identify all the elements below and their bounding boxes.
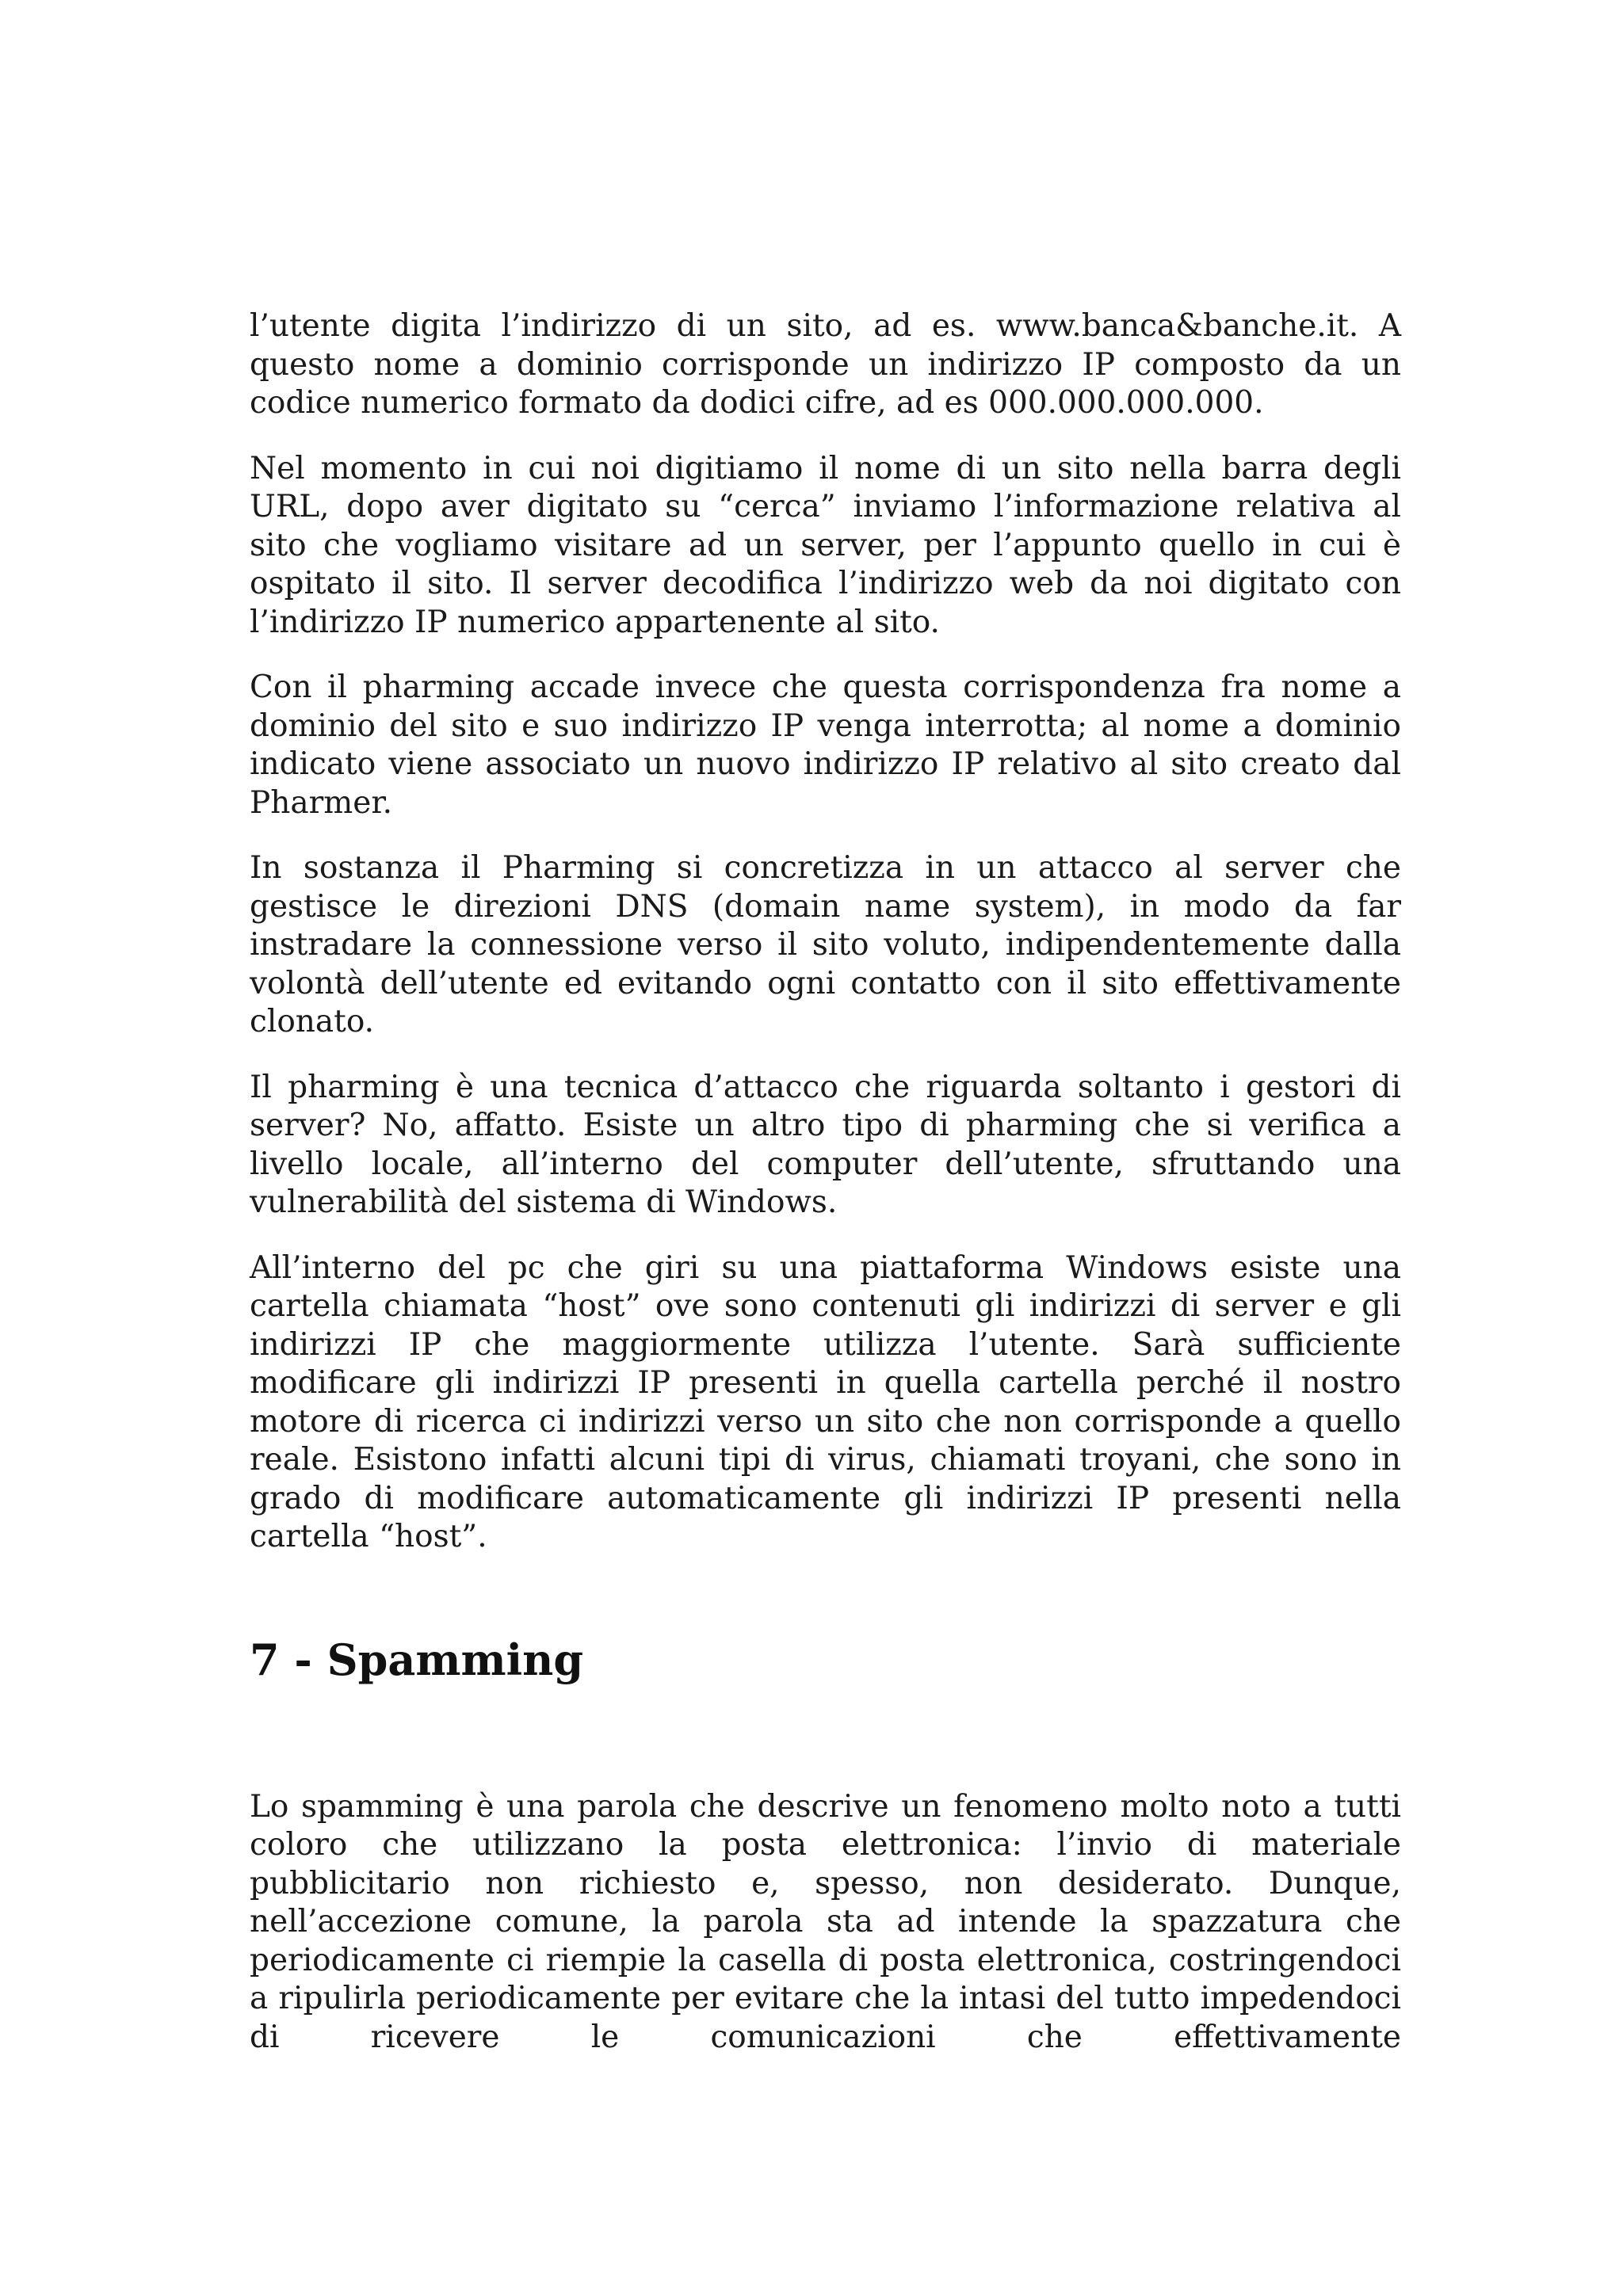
section-heading: 7 - Spamming (250, 1634, 584, 1685)
paragraph: Lo spamming è una parola che descrive un fenomeno molto noto a tutti coloro che utilizzano la posta elettronica: l’invio di materiale pubblicitario non richiesto e, spesso, non desiderato. Dunque, nell’accezione comune, la parola sta ad intende la spazzatura che periodicamente ci riempie la casella di posta elettronica, costringendoci a ripulirla periodicamente per evitare che la intasi del tutto impedendoci di ricevere le comunicazioni che effettivamente (250, 1788, 1401, 2055)
paragraph: In sostanza il Pharming si concretizza in un attacco al server che gestisce le direzioni DNS (domain name system), in modo da far instradare la connessione verso il sito voluto, indipendentemente dalla volontà dell’utente ed evitando ogni contatto con il sito effettivamente clonato. (250, 850, 1401, 1039)
paragraph: Nel momento in cui noi digitiamo il nome di un sito nella barra degli URL, dopo aver digitato su “cerca” inviamo l’informazione relativa al sito che vogliamo visitare ad un server, per l’appunto quello in cui è ospitato il sito. Il server decodifica l’indirizzo web da noi digitato con l’indirizzo IP numerico appartenente al sito. (250, 450, 1401, 640)
paragraph: All’interno del pc che giri su una piattaforma Windows esiste una cartella chiamata “host” ove sono contenuti gli indirizzi di server e gli indirizzi IP che maggiormente utilizza l’utente. Sarà sufficiente modificare gli indirizzi IP presenti in quella cartella perché il nostro motore di ricerca ci indirizzi verso un sito che non corrisponde a quello reale. Esistono infatti alcuni tipi di virus, chiamati troyani, che sono in grado di modificare automaticamente gli indirizzi IP presenti nella cartella “host”. (250, 1249, 1401, 1554)
paragraph: Il pharming è una tecnica d’attacco che riguarda soltanto i gestori di server? No, affatto. Esiste un altro tipo di pharming che si verifica a livello locale, all’interno del computer dell’utente, sfruttando una vulnerabilità del sistema di Windows. (250, 1069, 1401, 1220)
paragraph: Con il pharming accade invece che questa corrispondenza fra nome a dominio del sito e suo indirizzo IP venga interrotta; al nome a dominio indicato viene associato un nuovo indirizzo IP relativo al sito creato dal Pharmer. (250, 669, 1401, 821)
paragraph: l’utente digita l’indirizzo di un sito, ad es. www.banca&banche.it. A questo nome a dominio corrisponde un indirizzo IP composto da un codice numerico formato da dodici cifre, ad es 000.000.000.000. (250, 308, 1401, 421)
page-body (250, 307, 1401, 2057)
